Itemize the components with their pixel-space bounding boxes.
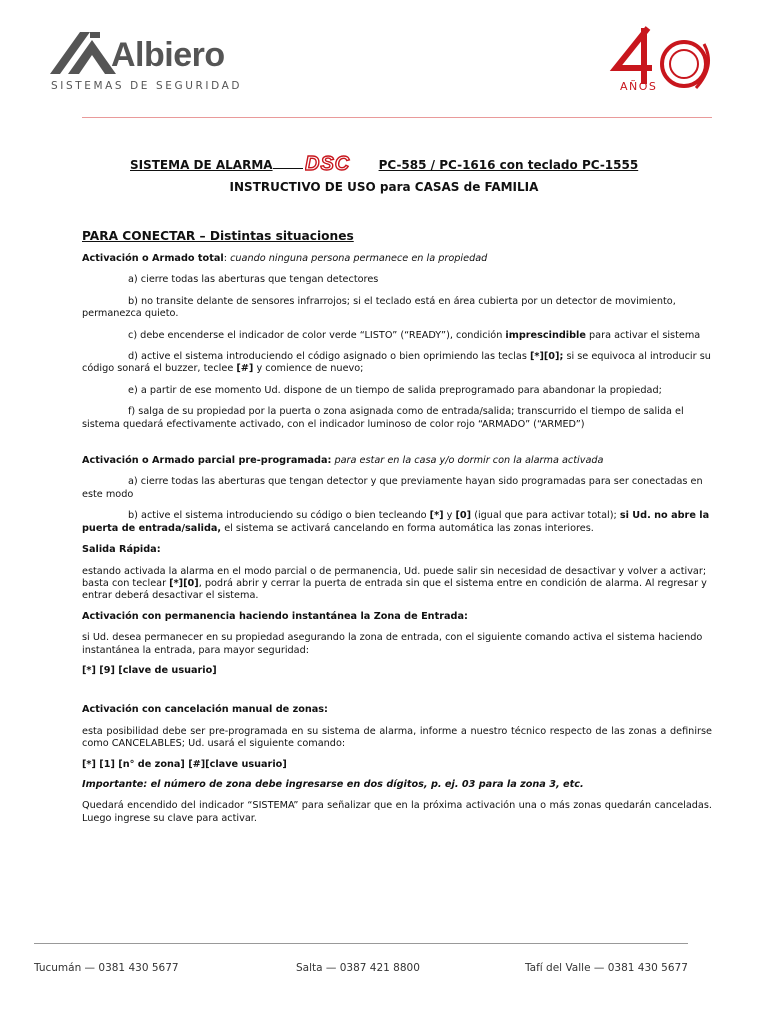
manual-bypass-heading: Activación con cancelación manual de zonas: (82, 704, 328, 716)
total-step-d: d) active el sistema introduciendo el código asignado o bien oprimiendo las teclas [*][0]; si se equivoca al introducir su código sonará el buzzer, teclee [#] y comience de nuevo; (82, 351, 711, 375)
section-heading: PARA CONECTAR – Distintas situaciones (82, 229, 354, 243)
footer-tafi: Tafí del Valle — 0381 430 5677 (525, 962, 688, 974)
total-step-a: a) cierre todas las aberturas que tengan detectores (128, 274, 379, 286)
footer-tucuman: Tucumán — 0381 430 5677 (34, 962, 179, 974)
manual-bypass-command: [*] [1] [n° de zona] [#][clave usuario] (82, 758, 287, 770)
total-step-e: e) a partir de ese momento Ud. dispone de un tiempo de salida preprogramado para abandonar la propiedad; (128, 384, 662, 396)
footer-salta: Salta — 0387 421 8800 (296, 962, 420, 974)
partial-step-b: b) active el sistema introduciendo su código o bien tecleando [*] y [0] (igual que para activar total); si Ud. no abre la puerta de entrada/salida, el sistema se activará cancelando en forma automática las zonas interiores. (82, 510, 710, 534)
svg-text:DSC: DSC (304, 154, 350, 172)
important-note: Importante: el número de zona debe ingresarse en dos dígitos, p. ej. 03 para la zona 3, etc. (82, 778, 584, 790)
document-title (130, 152, 638, 172)
title-models: PC-585 / PC-1616 con teclado PC-1555 (378, 158, 639, 172)
quick-exit-text: estando activada la alarma en el modo parcial o de permanencia, Ud. puede salir sin necesidad de desactivar y volver a activar; basta con teclear [*][0], podrá abrir y cerrar la puerta de entrada sin que el sistema entre en condición de alarma. Al regresar y entrar deberá desactivar el sistema. (82, 565, 707, 602)
total-step-c: c) debe encenderse el indicador de color verde “LISTO” (“READY”), condición imprescindible para activar el sistema (128, 329, 701, 341)
footer-divider (34, 943, 688, 944)
instant-entry-command: [*] [9] [clave de usuario] (82, 664, 217, 676)
title-prefix: SISTEMA DE ALARMA (130, 158, 273, 172)
instant-entry-heading: Activación con permanencia haciendo instantánea la Zona de Entrada: (82, 610, 468, 622)
header-divider (82, 117, 712, 118)
total-arming-heading: Activación o Armado total: cuando ninguna persona permanece en la propiedad (82, 253, 488, 264)
total-step-f: f) salga de su propiedad por la puerta o zona asignada como de entrada/salida; transcurrido el tiempo de salida el sistema quedará efectivamente activado, con el indicador luminoso de color rojo “ARMADO” (“ARMED”) (82, 406, 684, 430)
manual-bypass-text: esta posibilidad debe ser pre-programada en su sistema de alarma, informe a nuestro técnico respecto de las zonas a definirse como CANCELABLES; Ud. usará el siguiente comando: (82, 725, 712, 750)
document-body (82, 228, 712, 825)
total-step-b: b) no transite delante de sensores infrarrojos; si el teclado está en área cubierta por un detector de movimiento, permanezca quieto. (82, 295, 676, 320)
anniversary-label: AÑOS (620, 80, 658, 93)
brand-tagline: SISTEMAS DE SEGURIDAD (51, 80, 243, 92)
dsc-logo (305, 154, 377, 172)
final-note: Quedará encendido del indicador “SISTEMA” para señalizar que en la próxima activación una o más zonas quedarán canceladas. Luego ingrese su clave para activar. (82, 800, 712, 824)
partial-step-a: a) cierre todas las aberturas que tengan detector y que previamente hayan sido programadas para ser conectadas en este modo (82, 476, 703, 500)
title-underline-gap (273, 168, 303, 169)
instant-entry-text: si Ud. desea permanecer en su propiedad asegurando la zona de entrada, con el siguiente comando activa el sistema haciendo instantánea la entrada, para mayor seguridad: (82, 632, 703, 656)
document-subtitle: INSTRUCTIVO DE USO para CASAS de FAMILIA (229, 180, 539, 194)
quick-exit-heading: Salida Rápida: (82, 544, 161, 556)
brand-name: Albiero (111, 36, 225, 74)
partial-arming-heading: Activación o Armado parcial pre-programada: para estar en la casa y/o dormir con la alarma activada (82, 455, 604, 467)
